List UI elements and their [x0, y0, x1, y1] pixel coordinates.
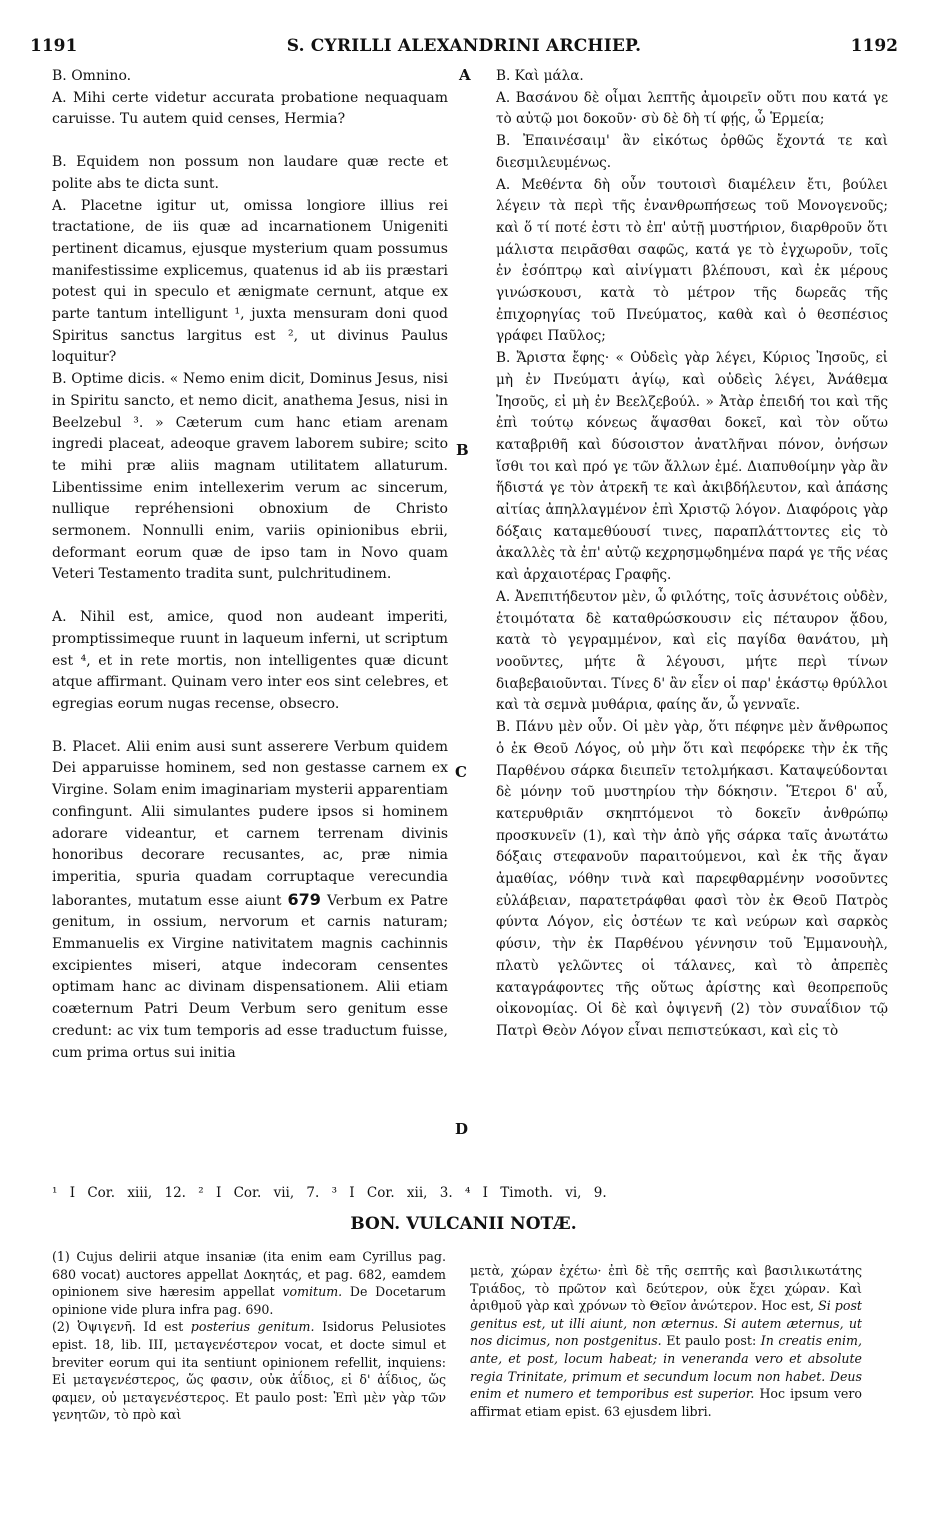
margin-marker-d: D: [455, 1120, 469, 1138]
note-text: De Docetarum opinione vide plura infra pag. 690.: [52, 1284, 446, 1317]
greek-paragraph: Α. Βασάνου δὲ οἶμαι λεπτῆς ἀμοιρεῖν οὔτι που κατά γε τὸ αὐτῷ μοι δοκοῦν· σὺ δὲ δὴ τί φῄς, ὦ Ἑρμεία;: [496, 89, 888, 128]
latin-paragraph: A. Mihi certe videtur accurata probatione nequaquam caruisse. Tu autem quid censes, Hermia?: [52, 89, 448, 128]
latin-paragraph: [52, 737, 448, 1065]
latin-paragraph: B. Omnino.: [52, 68, 132, 84]
greek-paragraph: Β. Καὶ μάλα.: [496, 68, 584, 84]
note-italic: posterius genitum.: [190, 1319, 315, 1335]
greek-paragraph: Β. Ἐπαινέσαιμ' ἂν εἰκότως ὀρθῶς ἔχοντά τε καὶ διεσμιλευμένως.: [496, 133, 888, 171]
note-italic: Si post genitus est, ut illi aiunt, non æternus. Si autem æternus, ut nos dicimus, non postgenitus.: [470, 1298, 862, 1349]
note-text: Isidorus Pelusiotes epist. 18, lib. III, μεταγενέστερον vocat, et docte simul et breviter eorum qui ita sentiunt opinionem refellit, inquiens: Εἰ μεταγενέστερος, ὥς φασιν, οὐκ ἀΐδιος, εἰ δ' ἀΐδιος, ὥς φαμεν, οὐ μεταγενέστερος. Et paulo post: Ἐπὶ μὲν γὰρ τῶν γενητῶν, τὸ πρὸ καὶ: [52, 1319, 446, 1423]
greek-column: [496, 66, 888, 1043]
greek-paragraph: Α. Ἀνεπιτήδευτον μὲν, ὦ φιλότης, τοῖς ἀσυνέτοις οὐδὲν, ἑτοιμότατα δὲ καταθρώσκουσιν εἰς πέταυρον ᾅδου, κατὰ τὸ γεγραμμένον, καὶ εἰς παγίδα θανάτου, μὴ νοοῦντες, μήτε ἃ λέγουσι, μήτε περὶ τίνων διαβεβαιοῦνται. Τίνες δ' ἂν εἶεν οἱ παρ' ἑκάστῳ θρύλλοι καὶ τὰ σεμνὰ μυθάρια, φαίης ἄν, ὦ γενναῖε.: [496, 588, 888, 714]
latin-paragraph: A. Placetne igitur ut, omissa longiore illius rei tractatione, de iis quæ ad incarnationem Unigeniti pertinent dicamus, ejusque mysterium quam possumus manifestissime explicemus, quatenus id ab iis præstari potest qui in speculo et ænigmate cernunt, atque ex parte tantum intelligunt ¹, juxta mensuram doni quod Spiritus sanctus largitus est ², ut divinus Paulus loquitur?: [52, 197, 448, 366]
latin-text: Verbum ex Patre genitum, in ossium, nervorum et carnis naturam; Emmanuelis ex Virgine nativitatem magnis cachinnis excipientes miseri, atque indecoram censentes optimam hanc ac divinam dispensationem. Alii etiam coæternum Patri Deum Verbum sero genitum esse credunt: ac vix tum temporis ad esse traductum fuisse, cum prima ortus sui initia: [52, 892, 448, 1061]
margin-marker-c: C: [455, 763, 467, 781]
greek-paragraph: Β. Πάνυ μὲν οὖν. Οἱ μὲν γὰρ, ὅτι πέφηνε μὲν ἄνθρωπος ὁ ἐκ Θεοῦ Λόγος, οὐ μὴν ὅτι καὶ πεφόρεκε τὴν ἐκ τῆς Παρθένου σάρκα διειπεῖν τετολμήκασι. Καταψεύδονται δὲ μόνην τοῦ μυστηρίου τὴν δόκησιν. Ἕτεροι δ' αὖ, κατερυθριᾶν σκηπτόμενοι τὸ δοκεῖν ἀνθρώπῳ προσκυνεῖν (1), καὶ τὴν ἀπὸ γῆς σάρκα ταῖς ἀνωτάτω δόξαις στεφανοῦν παραιτούμενοι, καὶ ἐκ τῆς ἄγαν ἀμαθίας, νόθην τινὰ καὶ παρεφθαρμένην νοσοῦντες εὐλάβειαν, παρατετράφθαι φασὶ τὸν ἐκ Θεοῦ Πατρὸς φύντα Λόγον, εἰς ὀστέων τε καὶ νεύρων καὶ σαρκὸς φύσιν, τὴν ἐκ Παρθένου γέννησιν τοῦ Ἐμμανουὴλ, πλατὺ γελῶντες οἱ τάλανες, καὶ τὸ ἀπρεπὲς καταγράφοντες τῆς οὕτως ἀρίστης καὶ θεοπρεποῦς οἰκονομίας. Οἱ δὲ καὶ ὀψιγενῆ (2) τὸν συναΐδιον τῷ Πατρὶ Θεὸν Λόγον εἶναι πεπιστεύκασι, καὶ εἰς τὸ: [496, 719, 888, 1039]
note-italic: vomitum.: [282, 1284, 343, 1300]
latin-column: [52, 66, 448, 1064]
note-text: Hoc est,: [761, 1298, 815, 1314]
notes-right-column: [470, 1262, 862, 1420]
note-text: Hoc ipsum vero affirmat etiam epist. 63 ejusdem libri.: [470, 1386, 862, 1419]
footnotes: ¹ I Cor. xiii, 12. ² I Cor. vii, 7. ³ I Cor. xii, 3. ⁴ I Timoth. vi, 9.: [52, 1185, 607, 1201]
note-text: μετὰ, χώραν ἐχέτω· ἐπὶ δὲ τῆς σεπτῆς καὶ βασιλικωτάτης Τριάδος, τὸ πρῶτον καὶ δεύτερον, οὐκ ἔχει χώραν. Καὶ ἀριθμοῦ γὰρ καὶ χρόνων τὸ Θεῖον ἀνώτερον.: [470, 1263, 862, 1314]
note-2-continued: [470, 1262, 862, 1420]
page-number-right: 1192: [850, 36, 898, 56]
latin-paragraph: B. Optime dicis. « Nemo enim dicit, Dominus Jesus, nisi in Spiritu sancto, et nemo dicit, anathema Jesus, nisi in Beelzebul ³. » Cæterum cum hanc etiam arenam ingredi placeat, adeoque gravem laborem subire; scito te mihi præ aliis magnam utilitatem allaturum. Libentissime enim intellexerim verum ac sincerum, nullique repréhensioni obnoxium de Christo sermonem. Nonnulli enim, variis opinionibus ebrii, deformant eorum quæ de ipso tam in Novo quam Veteri Testamento tradita sunt, pulchritudinem.: [52, 371, 448, 583]
note-text: Et paulo post:: [666, 1333, 757, 1349]
latin-paragraph: A. Nihil est, amice, quod non audeant imperiti, promptissimeque ruunt in laqueum inferni, ut scriptum est ⁴, et in rete mortis, non intelligentes quæ dicunt atque affirmant. Quinam vero inter eos sint celebres, et egregias eorum nugas recense, obsecro.: [52, 609, 448, 712]
notes-title: BON. VULCANII NOTÆ.: [350, 1214, 577, 1234]
notes-left-column: [52, 1248, 446, 1424]
note-italic: In creatis enim, ante, et post, locum habeat; in veneranda vero et absolute regia Trinitate, primum et secundum locum non habet. Deus enim et numero et temporibus est superior.: [470, 1333, 862, 1402]
page-header: [30, 36, 898, 62]
greek-paragraph: Α. Μεθέντα δὴ οὖν τουτοισὶ διαμέλειν ἔτι, βούλει λέγειν τὰ περὶ τῆς ἐνανθρωπήσεως τοῦ Μονογενοῦς; καὶ ὅ τί ποτέ ἐστι τὸ ἐπ' αὐτῇ μυστήριον, διαρθροῦν ὅτι μάλιστα πειρᾶσθαι σαφῶς, κατά γε τὸ ἐγχωροῦν, τοῖς ἐν ἐσόπτρῳ καὶ αἰνίγματι βλέπουσι, καὶ ἐκ μέρους γινώσκουσι, κατὰ τὸ μέτρον τῆς δωρεᾶς τῆς ἐπιχορηγίας τοῦ Πνεύματος, καθὰ καὶ ὁ θεσπέσιος γράφει Παῦλος;: [496, 176, 888, 345]
running-title: S. CYRILLI ALEXANDRINI ARCHIEP.: [286, 36, 642, 56]
note-1: [52, 1248, 446, 1318]
margin-marker-b: B: [456, 441, 469, 459]
latin-text: B. Placet. Alii enim ausi sunt asserere Verbum quidem Dei apparuisse hominem, sed non gestasse carnem ex Virgine. Solam enim imaginariam mysterii apparentiam confingunt. Alii simulantes pudere ipsos si hominem adorare videantur, et carnem terrenam divinis honoribus decorare recusantes, ac, præ nimia imperitia, spuria quadam corruptaque verecundia laborantes, mutatum esse aiunt: [52, 738, 448, 909]
page-number-left: 1191: [30, 36, 78, 56]
note-text: (1) Cujus delirii atque insaniæ (ita enim eam Cyrillus pag. 680 vocat) auctores appellat Δοκητάς, et pag. 682, eamdem opinionem sive hæresim appellat: [52, 1249, 446, 1300]
note-text: (2) Ὀψιγενῆ. Id est: [52, 1319, 184, 1335]
column-number-679: 679: [287, 889, 321, 909]
greek-paragraph: Β. Ἄριστα ἔφης· « Οὐδεὶς γὰρ λέγει, Κύριος Ἰησοῦς, εἰ μὴ ἐν Πνεύματι ἁγίῳ, καὶ οὐδεὶς λέγει, Ἀνάθεμα Ἰησοῦς, εἰ μὴ ἐν Βεελζεβούλ. » Ἀτὰρ ἐπειδή τοι καὶ τῆς ἐπὶ τούτῳ κόνεως ἅψασθαι δοκεῖ, καὶ τὸν οὕτω καταβριθῆ καὶ δύσοιστον ἀνατλῆναι πόνον, ὀνήσων ἴσθι τοι καὶ πρό γε τῶν ἄλλων ἐμέ. Διαπυθοίμην γὰρ ἂν ἥδιστά γε τὸν ἀτρεκῆ τε καὶ ἀκιβδήλευτον, καὶ ἁπάσης αἰτίας ἀπηλλαγμένον ἐπὶ Χριστῷ λόγον. Διαφόροις γὰρ δόξαις καταμεθύουσί τινες, παραπλάττοντες εἰς τὸ ἀκαλλὲς τὰ ἐπ' αὐτῷ κεχρησμῳδημένα παρά γε τῆς νέας καὶ ἀρχαιοτέρας Γραφῆς.: [496, 350, 888, 584]
latin-paragraph: B. Equidem non possum non laudare quæ recte et polite abs te dicta sunt.: [52, 154, 448, 192]
margin-marker-a: A: [459, 66, 471, 84]
note-2: [52, 1318, 446, 1424]
